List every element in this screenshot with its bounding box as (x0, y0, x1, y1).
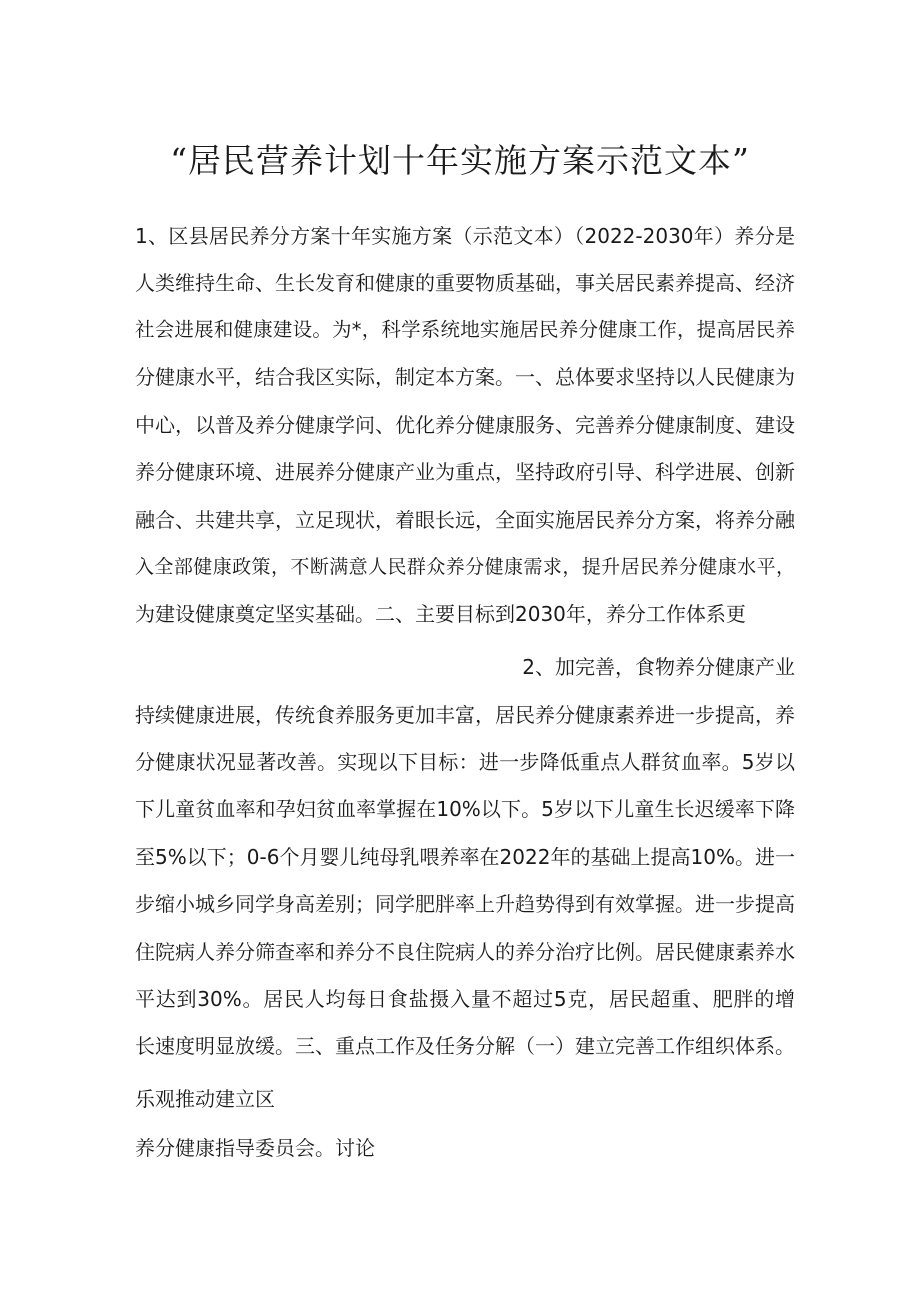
paragraph-line: 长速度明显放缓。三、重点工作及任务分解（一）建立完善工作组织体系。 (135, 1034, 795, 1058)
paragraph-line: 入全部健康政策，不断满意人民群众养分健康需求，提升居民养分健康水平， (135, 556, 795, 578)
paragraph-line: 社会进展和健康建设。为*，科学系统地实施居民养分健康工作，提高居民养 (135, 318, 795, 341)
paragraph-line: 住院病人养分筛查率和养分不良住院病人的养分治疗比例。居民健康素养水 (135, 940, 795, 964)
paragraph-line: 分健康状况显著改善。实现以下目标：进一步降低重点人群贫血率。5岁以 (135, 750, 795, 774)
paragraph-line: 人类维持生命、生长发育和健康的重要物质基础，事关居民素养提高、经济 (135, 271, 795, 295)
paragraph-line: 融合、共建共享，立足现状，着眼长远，全面实施居民养分方案，将养分融 (135, 508, 795, 532)
paragraph-line: 乐观推动建立区 (135, 1087, 275, 1111)
paragraph-line: 养分健康指导委员会。讨论 (135, 1136, 375, 1160)
paragraph-line: 为建设健康奠定坚实基础。二、主要目标到2030年，养分工作体系更 (135, 602, 746, 626)
document-title: “居民营养计划十年实施方案示范文本” (170, 141, 750, 180)
paragraph-line: 持续健康进展，传统食养服务更加丰富，居民养分健康素养进一步提高，养 (135, 703, 795, 727)
paragraph-line: 平达到30%。居民人均每日食盐摄入量不超过5克，居民超重、肥胖的增 (135, 987, 795, 1011)
paragraph-line: 中心，以普及养分健康学问、优化养分健康服务、完善养分健康制度、建设 (135, 413, 795, 437)
paragraph-line: 下儿童贫血率和孕妇贫血率掌握在10%以下。5岁以下儿童生长迟缓率下降 (135, 797, 795, 821)
paragraph-line: 步缩小城乡同学身高差别；同学肥胖率上升趋势得到有效掌握。进一步提高 (135, 892, 795, 916)
paragraph-line: 1、区县居民养分方案十年实施方案（示范文本）（2022-2030年）养分是 (135, 224, 795, 248)
paragraph-line: 分健康水平，结合我区实际，制定本方案。一、总体要求坚持以人民健康为 (135, 365, 795, 389)
paragraph-line: 2、加完善，食物养分健康产业 (522, 655, 795, 679)
paragraph-line: 至5%以下；0-6个月婴儿纯母乳喂养率在2022年的基础上提高10%。进一 (135, 845, 795, 869)
paragraph-line: 养分健康环境、进展养分健康产业为重点，坚持政府引导、科学进展、创新 (135, 460, 795, 484)
